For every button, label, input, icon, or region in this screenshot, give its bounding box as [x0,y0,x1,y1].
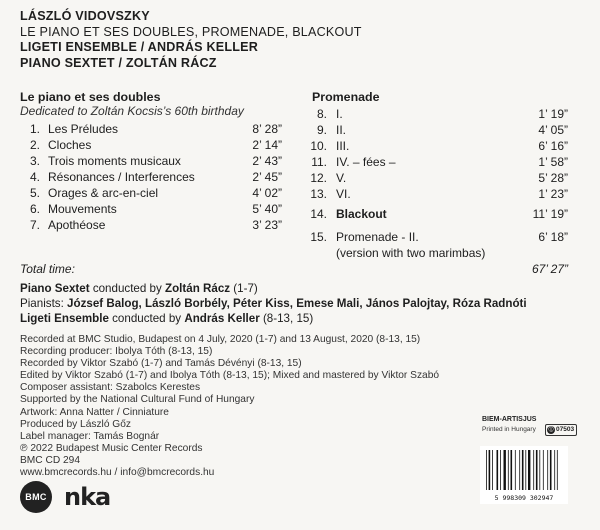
performers [20,281,527,326]
performer-line-ensemble: Ligeti Ensemble conducted by András Keller (8-13, 15) [20,312,314,325]
credit-line: Composer assistant: Szabolcs Kerestes [20,382,201,394]
total-time-label: Total time: [20,262,75,276]
total-time-value: 67’ 27” [531,262,568,276]
dedication: Dedicated to Zoltán Kocsis’s 60th birthday [20,104,244,118]
credit-line: Recording producer: Ibolya Tóth (8-13, 15) [20,346,213,358]
credit-line: Recorded by Viktor Szabó (1-7) and Tamás Dévényi (8-13, 15) [20,358,302,370]
tracklist-left [20,121,282,233]
track-row: 1. Les Préludes 8’ 28” [29,122,282,136]
credit-line: Artwork: Anna Natter / Cinniature [20,406,169,418]
nka-logo: nka [64,483,111,511]
track-row: 13. VI. 1’ 23” [310,187,568,201]
credit-line: Edited by Viktor Szabó (1-7) and Ibolya Tóth (8-13, 15); Mixed and mastered by Viktor Szabó [20,370,440,382]
track-row: 5. Orages & arc-en-ciel 4’ 02” [29,186,282,200]
track-row: 6. Mouvements 5’ 40” [29,202,282,216]
barcode-number: 5 998309 302947 [494,494,554,502]
barcode [480,446,568,504]
performer-line-sextet: Piano Sextet conducted by Zoltán Rácz (1-7) [20,282,258,295]
track-row-promenade-ii: 15. Promenade - II. 6’ 18” (version with two marimbas) [310,230,568,260]
track-row: 3. Trois moments musicaux 2’ 43” [29,154,282,168]
track-row: 12. V. 5’ 28” [310,171,568,185]
track-row: 11. IV. – fées – 1’ 58” [311,155,568,169]
credit-line: ℗ 2022 Budapest Music Center Records [20,442,203,454]
track-row-blackout: 14. Blackout 11’ 19” [310,207,568,221]
section-title-piano: Le piano et ses doubles [20,90,161,104]
credits-block [20,334,439,479]
bmc-logo: BMC [20,481,52,513]
track-row: 9. II. 4’ 05” [316,123,568,137]
tracklist-right [305,106,568,202]
credit-line: BMC CD 294 [20,454,81,466]
barcode-bars [480,446,568,494]
credit-line: www.bmcrecords.hu / info@bmcrecords.hu [20,467,215,479]
header [20,9,362,71]
works-title: LE PIANO ET SES DOUBLES, PROMENADE, BLACKOUT [20,24,362,39]
credit-line: Produced by László Gőz [20,418,131,430]
track-row: 4. Résonances / Interferences 2’ 45” [29,170,282,184]
track-row: 10. III. 6’ 16” [310,139,568,153]
label-code: ⓛ 07503 [545,424,577,436]
credit-line: Supported by the National Cultural Fund of Hungary [20,394,255,406]
credit-line: Label manager: Tamás Bognár [20,430,160,442]
track-row: 7. Apothéose 3’ 23” [29,218,282,232]
track-row: 8. I. 1’ 19” [316,107,568,121]
credit-line: Recorded at BMC Studio, Budapest on 4 July, 2020 (1-7) and 13 August, 2020 (8-13, 15) [20,334,421,345]
label-code-icon: ⓛ [548,427,554,433]
sextet-line: PIANO SEXTET / ZOLTÁN RÁCZ [20,55,217,70]
ensemble-line: LIGETI ENSEMBLE / ANDRÁS KELLER [20,40,259,54]
printed-in: Printed in Hungary [482,426,536,433]
biem-artisjus: BIEM-ARTISJUS [482,416,537,423]
track-row: 2. Cloches 2’ 14” [29,138,282,152]
composer-name: LÁSZLÓ VIDOVSZKY [20,9,150,23]
section-title-promenade: Promenade [312,90,380,104]
pianists-line: Pianists: József Balog, László Borbély, Péter Kiss, Emese Mali, János Palojtay, Róza Radnóti [20,297,527,310]
